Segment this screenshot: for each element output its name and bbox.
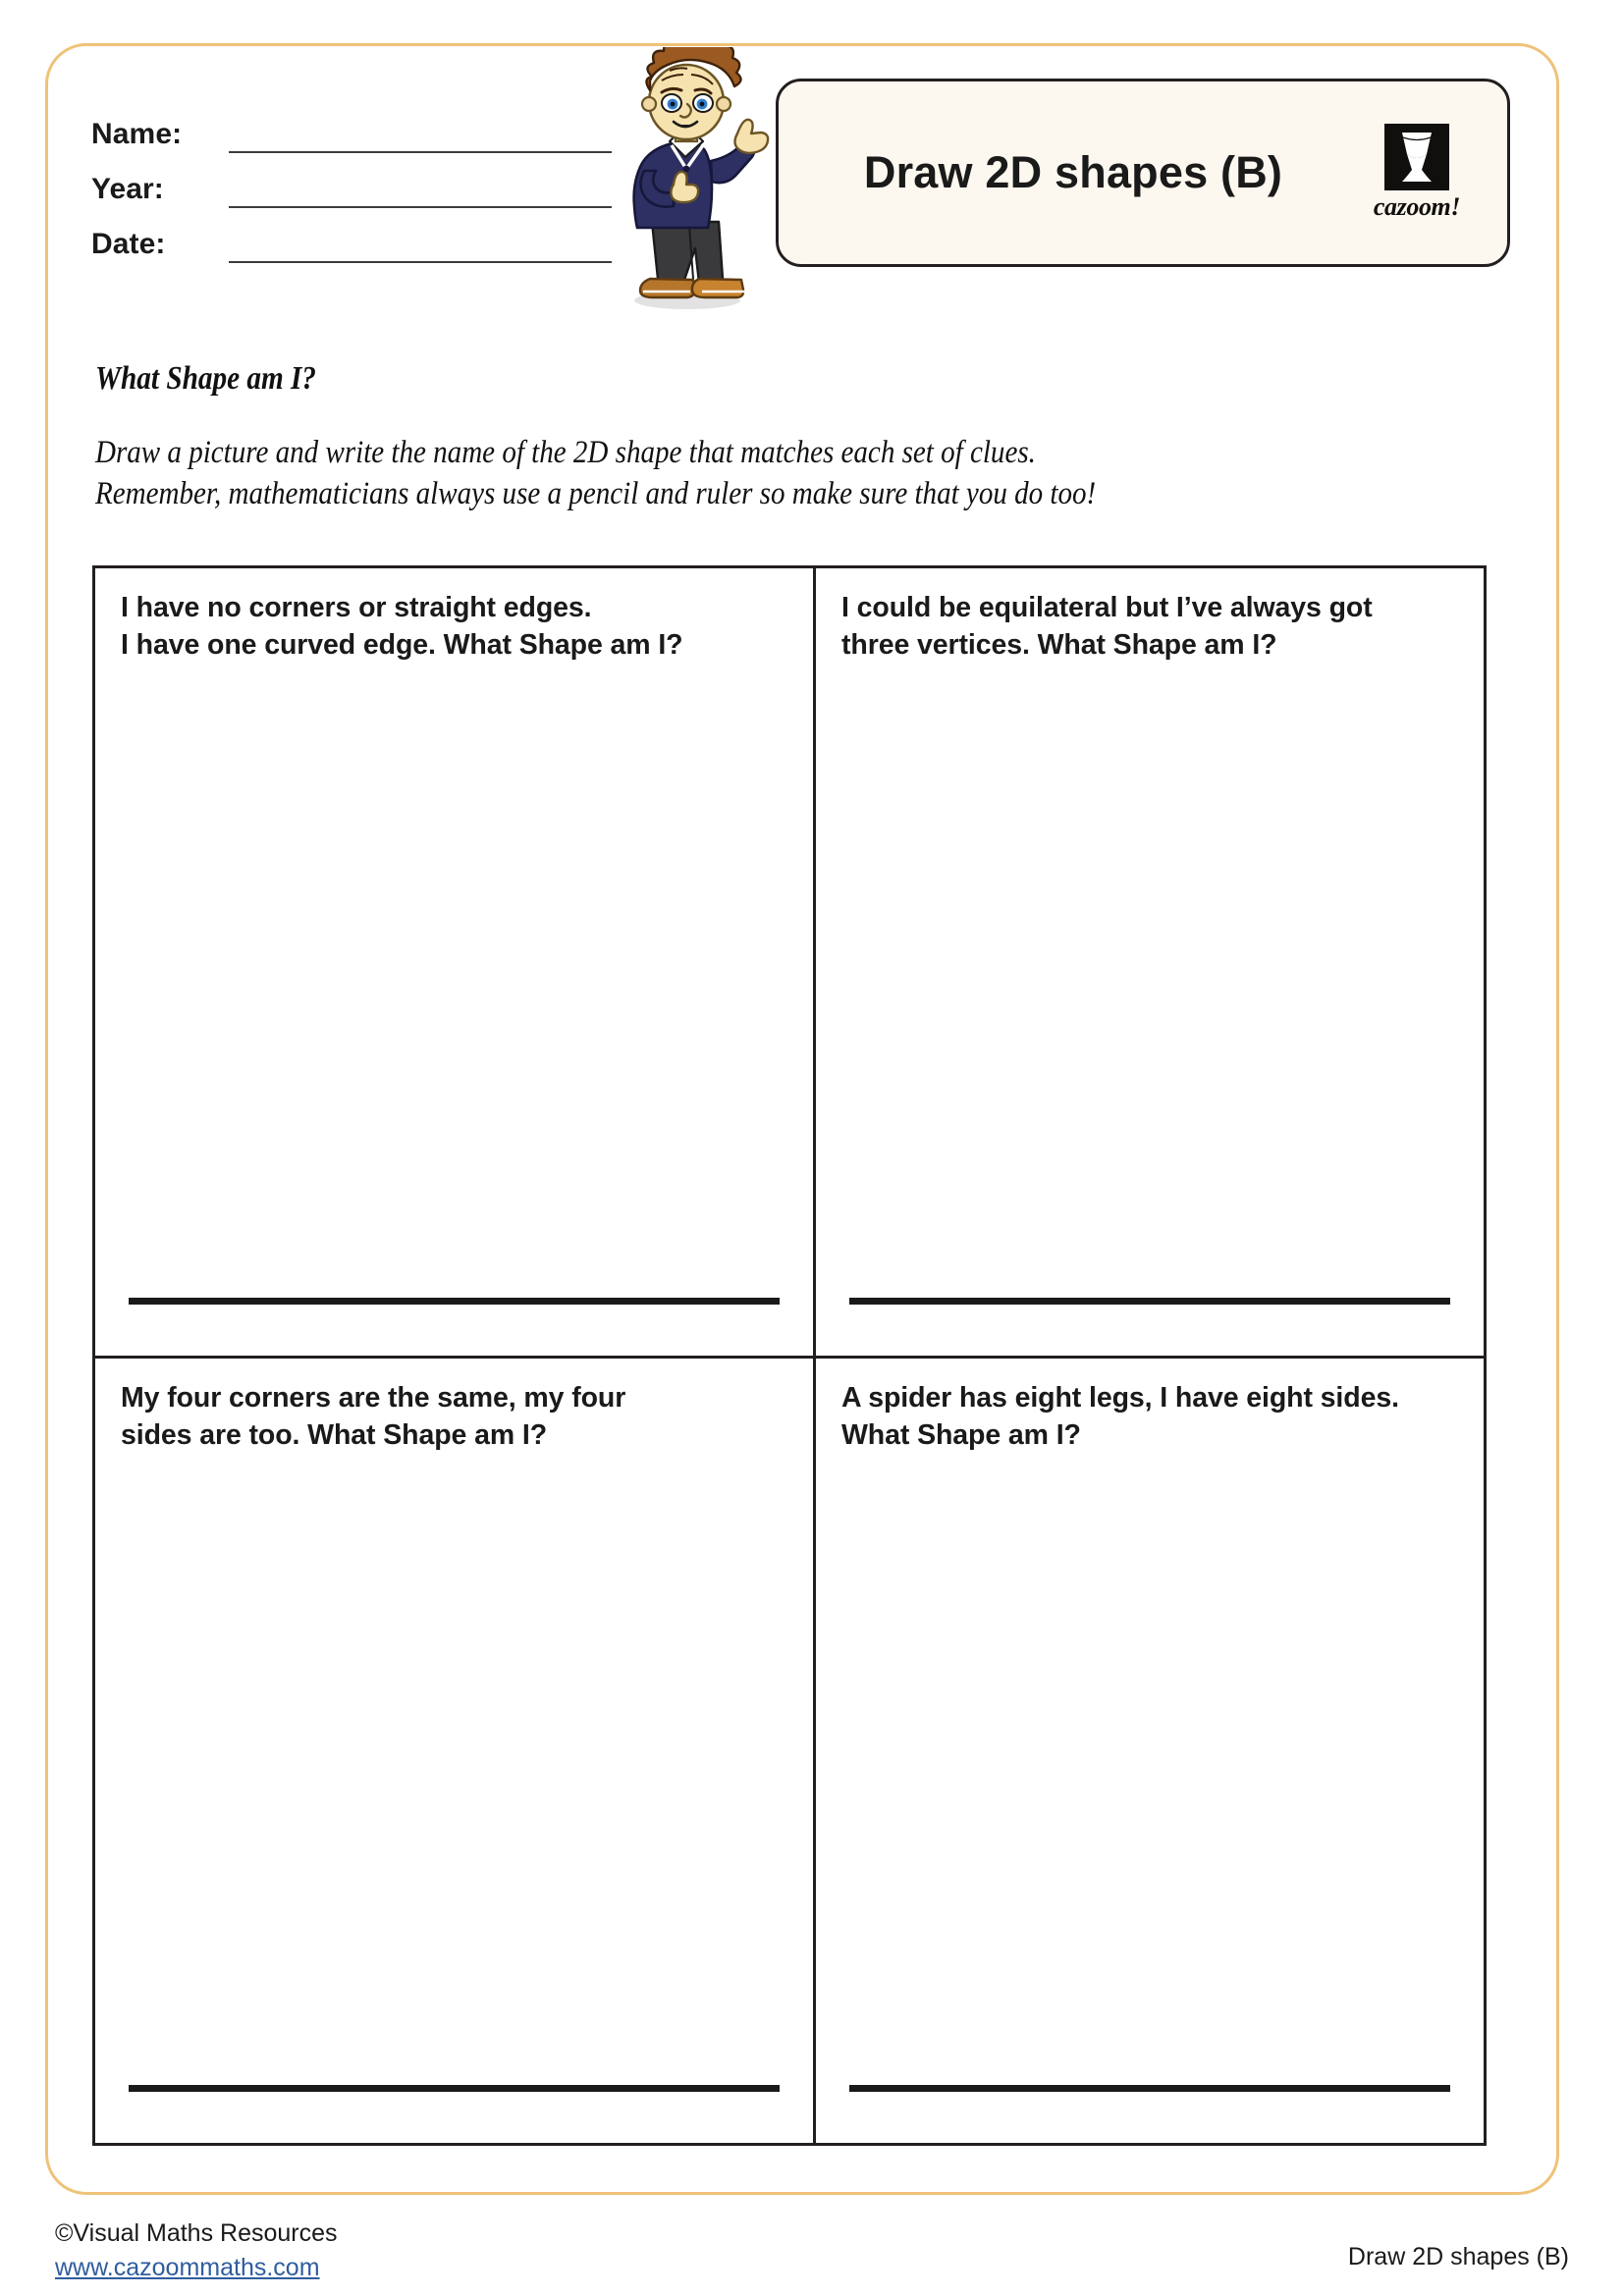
instructions-line-2: Remember, mathematicians always use a pencil and ruler so make sure that you do too!: [95, 476, 1097, 512]
question-3-line-1: My four corners are the same, my four: [121, 1382, 626, 1414]
date-field-label: Date:: [91, 228, 166, 260]
question-4-answer-line[interactable]: [849, 2085, 1450, 2092]
cazoom-logo: [1342, 81, 1507, 264]
name-field-row: [91, 98, 612, 153]
question-2-answer-line[interactable]: [849, 1298, 1450, 1305]
question-1-line-1: I have no corners or straight edges.: [121, 592, 592, 623]
page-title: Draw 2D shapes (B): [863, 147, 1283, 197]
question-4-line-1: A spider has eight legs, I have eight sides.: [841, 1382, 1399, 1414]
question-3-clue: [121, 1380, 787, 1455]
question-3-line-2: sides are too. What Shape am I?: [121, 1418, 548, 1451]
question-2-clue: [841, 590, 1458, 665]
section-heading: What Shape am I?: [95, 360, 317, 397]
cazoom-drum-icon: [1384, 124, 1449, 190]
copyright-notice: ©Visual Maths Resources: [55, 2219, 338, 2247]
instructions-block: [95, 432, 1357, 514]
student-details-block: [91, 98, 612, 263]
question-2-line-1: I could be equilateral but I’ve always got: [841, 592, 1373, 623]
footer-sheet-name: Draw 2D shapes (B): [1347, 2243, 1569, 2270]
question-cell-4: [813, 1356, 1484, 2143]
schoolboy-mascot-illustration: [601, 47, 778, 314]
year-field-row: [91, 153, 612, 208]
name-field-label: Name:: [91, 118, 183, 150]
website-link[interactable]: www.cazoommaths.com: [55, 2253, 320, 2281]
question-cell-1: [95, 568, 813, 1356]
year-write-line[interactable]: [229, 177, 612, 208]
question-4-clue: [841, 1380, 1458, 1455]
instructions-line-1: Draw a picture and write the name of the 2D shape that matches each set of clues.: [95, 435, 1036, 470]
question-3-answer-line[interactable]: [129, 2085, 780, 2092]
question-4-line-2: What Shape am I?: [841, 1418, 1081, 1451]
question-cell-3: [95, 1356, 813, 2143]
worksheet-title-plate: [776, 79, 1510, 267]
question-grid: [92, 565, 1487, 2146]
question-2-line-2: three vertices. What Shape am I?: [841, 628, 1277, 661]
date-write-line[interactable]: [229, 232, 612, 263]
name-write-line[interactable]: [229, 122, 612, 153]
question-cell-2: [813, 568, 1484, 1356]
question-1-line-2: I have one curved edge. What Shape am I?: [121, 628, 683, 661]
question-1-clue: [121, 590, 787, 665]
footer-left-block: [55, 2216, 338, 2284]
cazoom-wordmark: cazoom!: [1373, 192, 1461, 221]
year-field-label: Year:: [91, 173, 164, 205]
date-field-row: [91, 208, 612, 263]
question-1-answer-line[interactable]: [129, 1298, 780, 1305]
